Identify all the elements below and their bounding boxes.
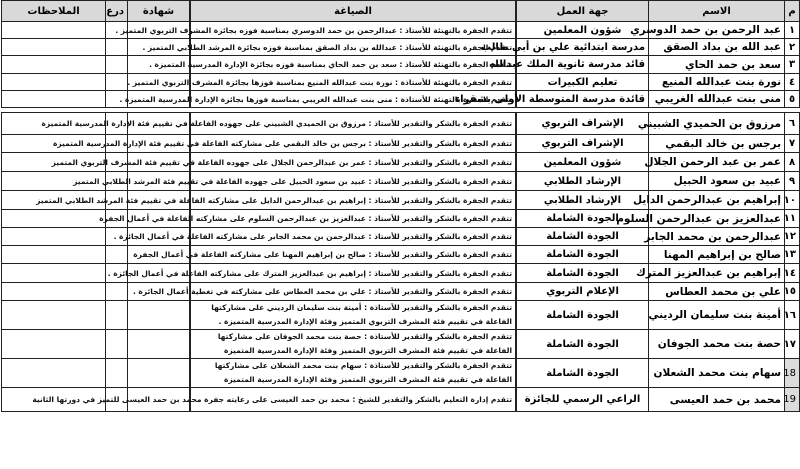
name-cell: صالح بن إبراهيم المهنا [649,246,785,264]
certificate-cell [128,359,190,388]
shield-cell [106,301,128,330]
table-row [2,74,800,91]
table-row [2,330,800,359]
gap [516,113,517,135]
honorees-body [2,22,800,412]
row-number: ١٥ [785,283,800,301]
entity-cell: الجودة الشاملة [517,210,649,228]
gap [516,172,517,191]
wording-cell: تتقدم الجفرة بالشكر والتقدير للأستاذ : علي بن محمد العطاس على مشاركته في تغطية أعمال الجائزة . [191,283,516,301]
table-row [2,172,800,191]
entity-cell: مدرسة ابتدائية علي بن أبي طالب [517,39,649,56]
shield-cell [106,246,128,264]
name-cell: مرزوق بن الحميدي الشبيني [649,113,785,135]
entity-cell: الإرشاد الطلابي [517,172,649,191]
entity-cell: الراعي الرسمي للجائزة [517,388,649,412]
entity-cell: الإشراف التربوي [517,113,649,135]
header-gap [190,1,191,22]
table-row [2,135,800,153]
header-shield: درع [106,1,128,22]
table-row [2,264,800,283]
table-row [2,39,800,56]
header-gap [516,1,517,22]
table-row [2,153,800,172]
notes-cell [2,264,106,283]
name-cell: سعد بن حمد الحاي [649,56,785,74]
entity-cell: شؤون المعلمين [517,153,649,172]
shield-cell [106,74,128,91]
notes-cell [2,22,106,39]
gap [516,228,517,246]
name-cell: منى بنت عبدالله الغريبي [649,91,785,108]
wording-cell: تتقدم الجفرة بالتهنئة للأستاذ : عبدالله بن بداد الصقق بمناسبة فوزه بجائزة المرشد الطلابي المتميز . [191,39,516,56]
notes-cell [2,359,106,388]
gap [516,246,517,264]
name-cell: أمينة بنت سليمان الرديني [649,301,785,330]
table-row [2,246,800,264]
name-cell: نورة بنت عبدالله المنيع [649,74,785,91]
name-cell: إبراهيم بن عبدالرحمن الدايل [649,191,785,210]
row-number: ٥ [785,91,800,108]
table-row [2,301,800,330]
gap [516,191,517,210]
row-number: ١١ [785,210,800,228]
wording-cell: تتقدم الجفرة بالشكر والتقدير للأستاذ : إبراهيم بن عبدالرحمن الدايل على مشاركته الفاعلة في تقييم فئة المرشد الطلابي المتميز [191,191,516,210]
entity-cell: تعليم الكبيرات [517,74,649,91]
entity-cell: قائدة مدرسة المتوسطة الأولى بشقراء [517,91,649,108]
shield-cell [106,39,128,56]
name-cell: عبدالرحمن بن محمد الجابر [649,228,785,246]
notes-cell [2,39,106,56]
shield-cell [106,330,128,359]
gap [516,301,517,330]
notes-cell [2,301,106,330]
table-row [2,113,800,135]
certificate-cell [128,301,190,330]
shield-cell [106,56,128,74]
notes-cell [2,74,106,91]
name-cell: إبراهيم بن عبدالعزيز المترك [649,264,785,283]
name-cell: عبيد بن سعود الحبيل [649,172,785,191]
header-certificate: شهادة [128,1,190,22]
name-cell: حصة بنت محمد الجوفان [649,330,785,359]
entity-cell: شؤون المعلمين [517,22,649,39]
name-cell: علي بن محمد العطاس [649,283,785,301]
entity-cell: الجودة الشاملة [517,359,649,388]
name-cell: عمر بن عبد الرحمن الجلال [649,153,785,172]
row-number: ١٤ [785,264,800,283]
row-number: ١٣ [785,246,800,264]
gap [516,388,517,412]
gap [516,210,517,228]
row-number: ١ [785,22,800,39]
row-number: ٦ [785,113,800,135]
gap [516,330,517,359]
notes-cell [2,228,106,246]
row-number: 19 [785,388,800,412]
row-number: ٢ [785,39,800,56]
entity-cell: قائد مدرسة ثانوية الملك عبدالله [517,56,649,74]
wording-cell: تتقدم الجفرة بالتهنئة للأستاذة : منى بنت عبدالله الغريبي بمناسبة فوزها بجائزة الإدارة المدرسية المتميزة . [191,91,516,108]
shield-cell [106,359,128,388]
notes-cell [2,56,106,74]
shield-cell [106,283,128,301]
gap [190,301,191,330]
wording-cell: تتقدم الجفرة بالشكر والتقدير للأستاذ : إبراهيم بن عبدالعزيز المترك على مشاركته الفاعلة في أعمال الجائزة . [191,264,516,283]
gap [516,22,517,39]
table-row [2,359,800,388]
table-row [2,56,800,74]
notes-cell [2,330,106,359]
name-cell: محمد بن حمد العيسى [649,388,785,412]
table-row [2,210,800,228]
row-number: ٨ [785,153,800,172]
gap [516,74,517,91]
row-number: ١٦ [785,301,800,330]
wording-cell: تتقدم الجفرة بالتهنئة للأستاذ : عبدالرحمن بن حمد الدوسري بمناسبة فوزه بجائزة المشرف التربوي المتميز . [191,22,516,39]
wording-cell: تتقدم الجفرة بالشكر والتقدير للأستاذة : حصة بنت محمد الجوفان على مشاركتها الفاعلة في تقييم فئة المشرف التربوي المتميز وفئة الإدارة المدرسية المتميزة [191,330,516,359]
table-row [2,228,800,246]
entity-cell: الجودة الشاملة [517,246,649,264]
row-number: ١٧ [785,330,800,359]
gap [516,264,517,283]
header-entity: جهة العمل [517,1,649,22]
wording-cell: تتقدم الجفرة بالشكر والتقدير للأستاذ : عمر بن عبدالرحمن الجلال على جهوده الفاعلة في تقييم فئة المشرف التربوي المتميز [191,153,516,172]
wording-cell: تتقدم الجفرة بالشكر والتقدير للأستاذة : أمينة بنت سليمان الرديني على مشاركتها الفاعلة في تقييم فئة المشرف التربوي المتميز وفئة الإدارة المدرسية المتميزة . [191,301,516,330]
entity-cell: الإعلام التربوي [517,283,649,301]
notes-cell [2,210,106,228]
wording-cell: تتقدم الجفرة بالتهنئة للأستاذة : نورة بنت عبدالله المنيع بمناسبة فوزها بجائزة المشرف التربوي المتميز . [191,74,516,91]
entity-cell: الإشراف التربوي [517,135,649,153]
gap [516,359,517,388]
gap [190,359,191,388]
wording-cell: تتقدم الجفرة بالشكر والتقدير للأستاذ : عبدالعزيز بن عبدالرحمن السلوم على مشاركته الفاعلة في أعمال الجفرة [191,210,516,228]
header-row [2,1,800,22]
notes-cell [2,246,106,264]
entity-cell: الجودة الشاملة [517,264,649,283]
entity-cell: الجودة الشاملة [517,330,649,359]
header-name: الاسم [649,1,785,22]
gap [516,153,517,172]
entity-cell: الإرشاد الطلابي [517,191,649,210]
wording-cell: تتقدم الجفرة بالشكر والتقدير للأستاذ : عبيد بن سعود الحبيل على جهوده الفاعلة في تقييم فئة المرشد الطلابي المتميز [191,172,516,191]
row-number: ٤ [785,74,800,91]
table-row [2,22,800,39]
row-number: 18 [785,359,800,388]
table-row [2,191,800,210]
gap [190,330,191,359]
table-row [2,91,800,108]
row-number: ٧ [785,135,800,153]
table-row [2,388,800,412]
wording-cell: تتقدم الجفرة بالشكر والتقدير للأستاذ : برجس بن خالد البقمي على مشاركته الفاعلة في تقييم فئة الإدارة المدرسية المتميزة [191,135,516,153]
entity-cell: الجودة الشاملة [517,301,649,330]
table-row [2,283,800,301]
name-cell: برجس بن خالد البقمي [649,135,785,153]
wording-cell: تتقدم الجفرة بالشكر والتقدير للأستاذة : سهام بنت محمد الشعلان على مشاركتها الفاعلة في تقييم فئة المشرف التربوي المتميز وفئة الإدارة المدرسية المتميزة [191,359,516,388]
row-number: ٣ [785,56,800,74]
entity-cell: الجودة الشاملة [517,228,649,246]
row-number: ١٠ [785,191,800,210]
gap [516,135,517,153]
wording-cell: تتقدم الجفرة بالشكر والتقدير للأستاذ : مرزوق بن الحميدي الشبيني على جهوده الفاعلة في تقييم فئة الإدارة المدرسية المتميزة [191,113,516,135]
name-cell: عبد الرحمن بن حمد الدوسري [649,22,785,39]
name-cell: عبدالعزيز بن عبدالرحمن السلوم [649,210,785,228]
certificate-cell [128,330,190,359]
wording-cell: تتقدم إدارة التعليم بالشكر والتقدير للشيخ : محمد بن حمد العيسى على رعايته جفرة محمد بن حمد العيسى للتميز في دورتها الثانية [191,388,516,412]
row-number: ٩ [785,172,800,191]
header-notes: الملاحظات [2,1,106,22]
notes-cell [2,283,106,301]
wording-cell: تتقدم الجفرة بالشكر والتقدير للأستاذ : صالح بن إبراهيم المهنا على مشاركته الفاعلة في أعمال الجفرة [191,246,516,264]
notes-cell [2,91,106,108]
header-wording: الصياغة [191,1,516,22]
honorees-table [1,0,800,412]
row-number: ١٢ [785,228,800,246]
gap [516,283,517,301]
header-num: م [785,1,800,22]
name-cell: سهام بنت محمد الشعلان [649,359,785,388]
wording-cell: تتقدم الجفرة بالتهنئة للأستاذ : سعد بن حمد الحاي بمناسبة فوزه بجائزة الإدارة المدرسية المتميزة . [191,56,516,74]
wording-cell: تتقدم الجفرة بالشكر والتقدير للأستاذ : عبدالرحمن بن محمد الجابر على مشاركته الفاعلة في أعمال الجائزة . [191,228,516,246]
name-cell: عبد الله بن بداد الصقق [649,39,785,56]
